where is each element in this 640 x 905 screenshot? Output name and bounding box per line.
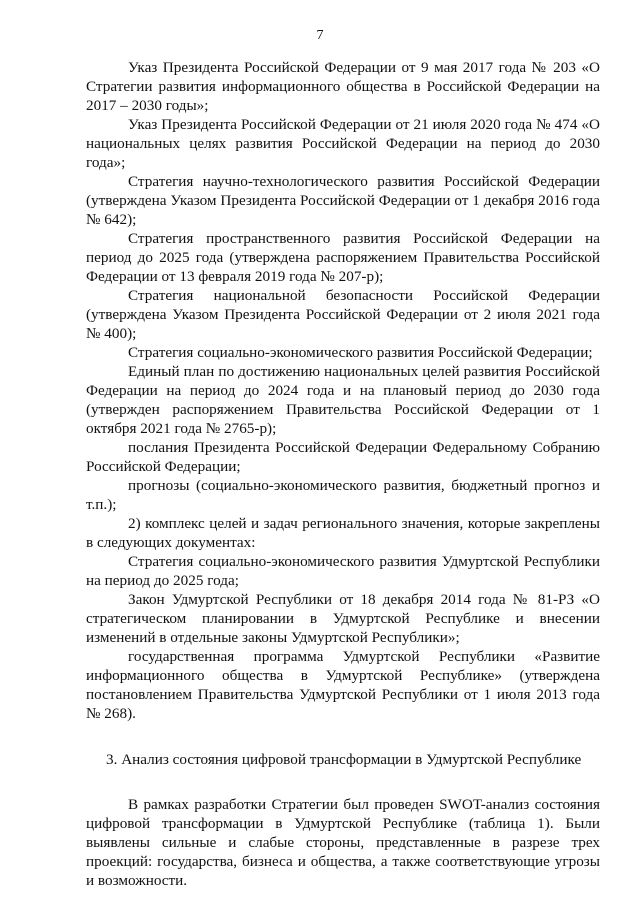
paragraph-decree-203: Указ Президента Российской Федерации от 9 мая 2017 года № 203 «О Стратегии развития информационного общества в Российской Федерации на 2017 – 2030 годы»;	[86, 59, 600, 114]
paragraph-state-program: государственная программа Удмуртской Республики «Развитие информационного общества в Удмуртской Республике» (утверждена постановлением Правительства Удмуртской Республики от 1 июля 2013 года № 268).	[86, 648, 600, 722]
section-body: В рамках разработки Стратегии был проведен SWOT-анализ состояния цифровой трансформации в Удмуртской Республике (таблица 1). Были выявлены сильные и слабые стороны, представленные в разрезе трех проекций: государства, бизнеса и общества, а также соответствующие угрозы и возможности.	[86, 796, 600, 889]
paragraph-udmurt-strategy: Стратегия социально-экономического развития Удмуртской Республики на период до 2025 года;	[86, 553, 600, 589]
paragraph-forecasts: прогнозы (социально-экономического развития, бюджетный прогноз и т.п.);	[86, 477, 600, 513]
paragraph-spatial-strategy: Стратегия пространственного развития Российской Федерации на период до 2025 года (утверждена распоряжением Правительства Российской Федерации от 13 февраля 2019 года № 207-р);	[86, 230, 600, 285]
paragraph-security-strategy: Стратегия национальной безопасности Российской Федерации (утверждена Указом Президента Российской Федерации от 2 июля 2021 года № 400);	[86, 287, 600, 342]
paragraph-presidential-addresses: послания Президента Российской Федерации Федеральному Собранию Российской Федерации;	[86, 439, 600, 475]
section-heading: 3. Анализ состояния цифровой трансформации в Удмуртской Республике	[106, 751, 582, 768]
paragraph-decree-474: Указ Президента Российской Федерации от 21 июля 2020 года № 474 «О национальных целях развития Российской Федерации на период до 2030 года»;	[86, 116, 600, 171]
paragraph-science-strategy: Стратегия научно-технологического развития Российской Федерации (утверждена Указом Президента Российской Федерации от 1 декабря 2016 года № 642);	[86, 173, 600, 228]
paragraph-regional-goals: 2) комплекс целей и задач регионального значения, которые закреплены в следующих документах:	[86, 515, 600, 551]
page-number: 7	[316, 28, 324, 43]
paragraph-socioeconomic-strategy: Стратегия социально-экономического развития Российской Федерации;	[128, 344, 593, 361]
paragraph-udmurt-law: Закон Удмуртской Республики от 18 декабря 2014 года № 81-РЗ «О стратегическом планировании в Удмуртской Республике и внесении изменений в отдельные законы Удмуртской Республики»;	[86, 591, 600, 646]
document-body	[86, 58, 600, 890]
paragraph-unified-plan: Единый план по достижению национальных целей развития Российской Федерации на период до 2024 года и на плановый период до 2030 года (утвержден распоряжением Правительства Российской Федерации от 1 октября 2021 года № 2765-р);	[86, 363, 600, 437]
